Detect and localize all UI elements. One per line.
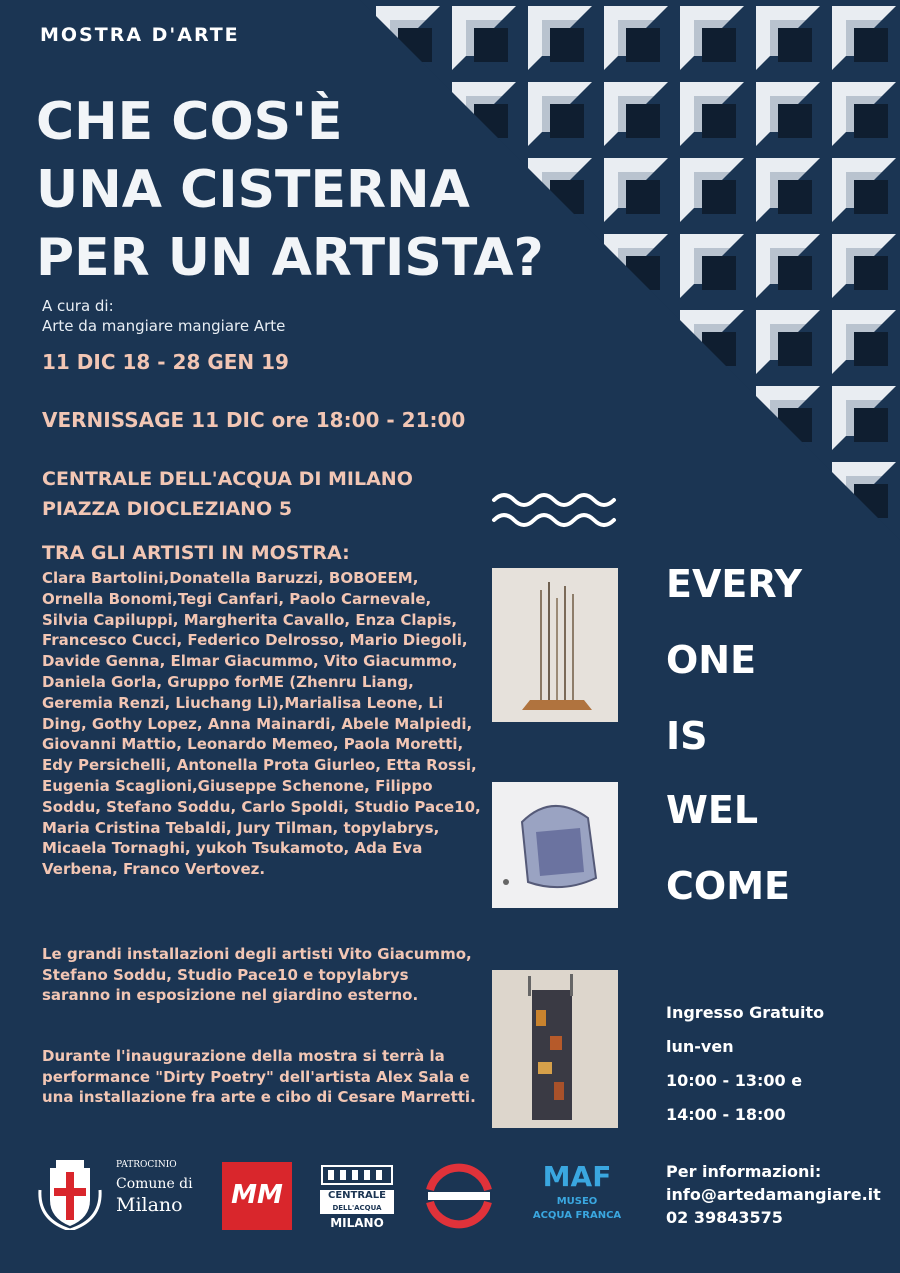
installations-text: Le grandi installazioni degli artisti Vito Giacummo, Stefano Soddu, Studio Pace10 e topylabrys saranno in esposizione nel giardino esterno.	[42, 945, 472, 1004]
pattern-tile	[604, 82, 668, 146]
artwork-photo-rods	[492, 568, 618, 722]
page-title	[36, 88, 544, 292]
artists-list: Clara Bartolini,Donatella Baruzzi, BOBOEEM, Ornella Bonomi,Tegi Canfari, Paolo Carnevale, Silvia Capiluppi, Margherita Cavallo, Enza Clapis, Francesco Cucci, Federico Delrosso, Mario Diegoli, Davide Genna, Elmar Giacummo, Vito Giacummo, Daniela Gorla, Gruppo forME (Zhenru Liang, Geremia Renzi, Liuchang Li),Marialisa Leone, Li Ding, Gothy Lopez, Anna Mainardi, Abele Malpiedi, Giovanni Mattio, Leonardo Memeo, Paola Moretti, Edy Persichelli, Antonella Prota Giurleo, Etta Rossi, Eugenia Scaglioni,Giuseppe Schenone, Filippo Soddu, Stefano Soddu, Carlo Spoldi, Studio Pace10, Maria Cristina Tebaldi, Jury Tilman, topylabrys, Micaela Tornaghi, yukoh Tsukamoto, Ada Eva Verbena, Franco Vertovez.	[42, 569, 481, 879]
pattern-tile	[680, 234, 744, 298]
title-line-2: UNA CISTERNA	[36, 160, 470, 220]
pattern-tile	[604, 6, 668, 70]
artists-heading: TRA GLI ARTISTI IN MOSTRA:	[42, 542, 350, 564]
maf-line-2: ACQUA FRANCA	[532, 1210, 622, 1221]
curator-block	[42, 296, 285, 336]
circular-partner-logo-icon	[424, 1160, 494, 1230]
pattern-tile	[680, 82, 744, 146]
venue-address: PIAZZA DIOCLEZIANO 5	[42, 498, 293, 520]
welcome-word-1: EVERY	[666, 562, 803, 606]
maf-line-1: MUSEO	[556, 1196, 598, 1207]
pattern-tile	[832, 158, 896, 222]
venue-block	[42, 464, 413, 524]
milano-coat-of-arms-icon	[36, 1160, 104, 1230]
pattern-tile	[452, 6, 516, 70]
wave-decoration	[490, 488, 620, 530]
centrale-line-3: MILANO	[330, 1216, 384, 1230]
pattern-tile	[680, 158, 744, 222]
entry-fee: Ingresso Gratuito	[666, 1003, 825, 1022]
mm-logo-text: MM	[231, 1180, 283, 1210]
comune-patrocinio: PATROCINIO	[116, 1160, 177, 1170]
pattern-tile	[604, 158, 668, 222]
pattern-tile	[756, 234, 820, 298]
opening-info	[666, 996, 824, 1132]
pattern-tile	[756, 82, 820, 146]
event-type-label: MOSTRA D'ARTE	[40, 24, 240, 46]
museo-acqua-franca-logo	[512, 1160, 642, 1232]
contact-phone[interactable]: 02 39843575	[666, 1208, 783, 1227]
centrale-acqua-logo	[320, 1162, 394, 1230]
contact-info	[666, 1160, 881, 1229]
pattern-tile	[756, 6, 820, 70]
artwork-photo-vessel	[492, 782, 618, 908]
pattern-tile	[756, 310, 820, 374]
welcome-word-2: ONE	[666, 638, 757, 682]
pattern-tile	[832, 234, 896, 298]
pattern-tile	[680, 6, 744, 70]
centrale-line-1: CENTRALE	[327, 1190, 386, 1201]
maf-logo-text: MAF	[542, 1160, 612, 1193]
vernissage-info: VERNISSAGE 11 DIC ore 18:00 - 21:00	[42, 408, 466, 432]
pattern-tile	[832, 6, 896, 70]
comune-line-1: Comune di	[116, 1176, 193, 1192]
title-line-3: PER UN ARTISTA?	[36, 228, 544, 288]
building-icon	[320, 1162, 394, 1186]
title-line-1: CHE COS'È	[36, 92, 343, 152]
opening-hours-1: 10:00 - 13:00 e	[666, 1071, 803, 1090]
pattern-tile	[832, 386, 896, 450]
curator-name: Arte da mangiare mangiare Arte	[42, 317, 286, 335]
welcome-word-4: WEL	[666, 788, 759, 832]
comune-milano-logo	[36, 1160, 196, 1232]
pattern-tile	[832, 82, 896, 146]
curator-label: A cura di:	[42, 297, 114, 315]
centrale-box	[320, 1190, 394, 1214]
welcome-word-3: IS	[666, 714, 708, 758]
welcome-word-5: COME	[666, 864, 790, 908]
exhibition-dates: 11 DIC 18 - 28 GEN 19	[42, 350, 289, 374]
artwork-photo-column	[492, 970, 618, 1128]
pattern-tile	[756, 158, 820, 222]
performance-text: Durante l'inaugurazione della mostra si terrà la performance "Dirty Poetry" dell'artista Alex Sala e una installazione fra arte e cibo di Cesare Marretti.	[42, 1047, 476, 1106]
venue-name: CENTRALE DELL'ACQUA DI MILANO	[42, 468, 413, 490]
pattern-tile	[528, 6, 592, 70]
contact-email[interactable]: info@artedamangiare.it	[666, 1185, 881, 1204]
opening-days: lun-ven	[666, 1037, 734, 1056]
centrale-line-2: DELL'ACQUA	[332, 1204, 382, 1212]
contact-label: Per informazioni:	[666, 1162, 822, 1181]
mm-logo	[222, 1162, 292, 1230]
comune-line-2: Milano	[116, 1194, 183, 1216]
pattern-tile	[832, 310, 896, 374]
opening-hours-2: 14:00 - 18:00	[666, 1105, 786, 1124]
